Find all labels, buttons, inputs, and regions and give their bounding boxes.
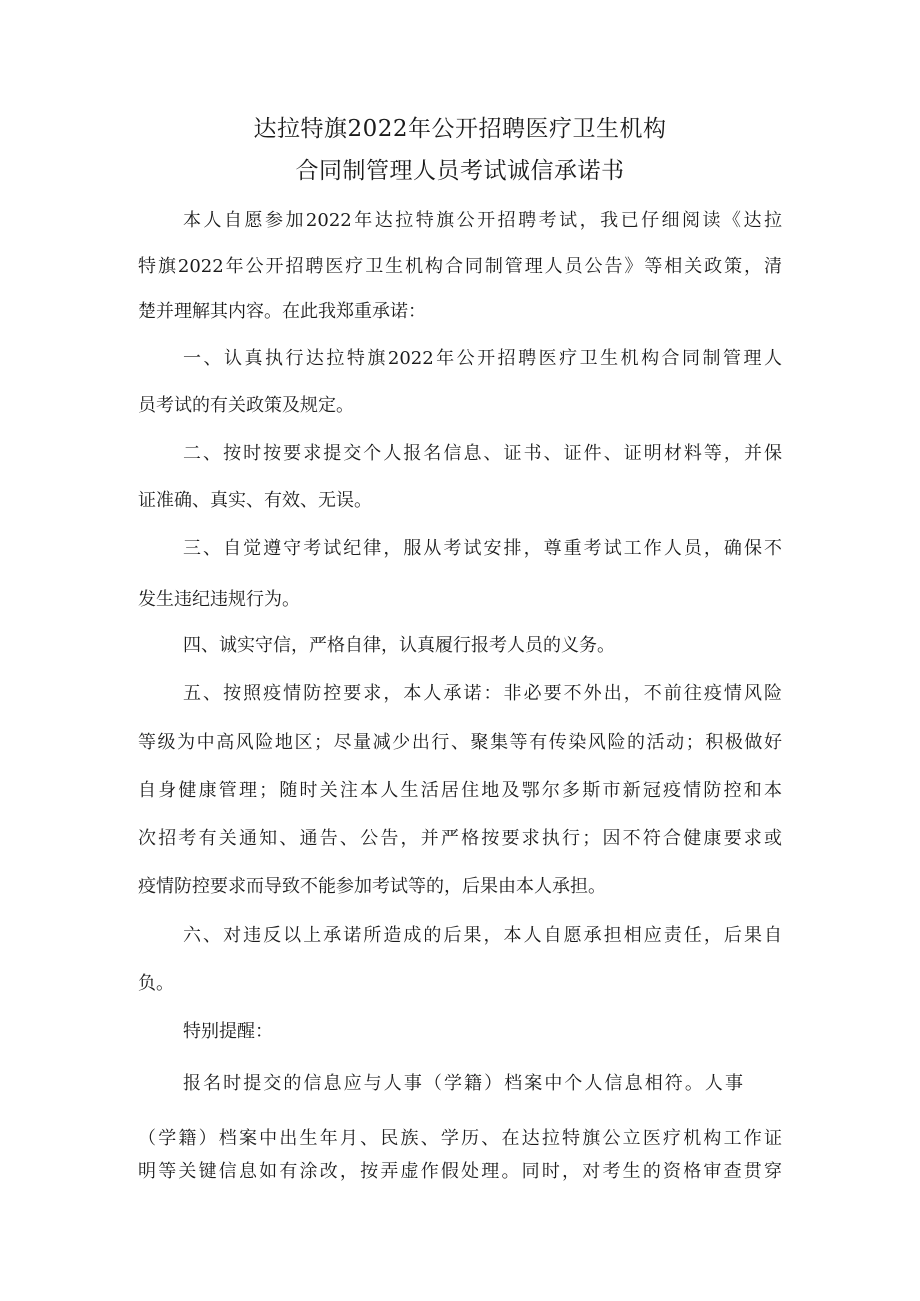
paragraph-line: 负。: [138, 973, 174, 994]
paragraph-line: 等级为中高风险地区；尽量减少出行、聚集等有传染风险的活动；积极做好: [138, 732, 782, 753]
paragraph-line: 次招考有关通知、通告、公告，并严格按要求执行；因不符合健康要求或: [138, 828, 782, 849]
paragraph-line: 证准确、真实、有效、无误。: [138, 490, 372, 511]
paragraph-line: 明等关键信息如有涂改，按弄虚作假处理。同时，对考生的资格审查贯穿: [138, 1161, 782, 1182]
document-title-line-2: 合同制管理人员考试诚信承诺书: [295, 158, 625, 184]
paragraph-line: 六、对违反以上承诺所造成的后果，本人自愿承担相应责任，后果自: [183, 925, 782, 946]
paragraph-line: 员考试的有关政策及规定。: [138, 395, 354, 416]
paragraph-line: 四、诚实守信，严格自律，认真履行报考人员的义务。: [183, 635, 615, 656]
paragraph-line: 二、按时按要求提交个人报名信息、证书、证件、证明材料等，并保: [183, 443, 782, 464]
paragraph-line: 一、认真执行达拉特旗2022年公开招聘医疗卫生机构合同制管理人: [183, 348, 782, 369]
paragraph-line: 本人自愿参加2022年达拉特旗公开招聘考试，我已仔细阅读《达拉: [183, 210, 782, 231]
paragraph-line: 报名时提交的信息应与人事（学籍）档案中个人信息相符。人事: [183, 1073, 743, 1094]
paragraph-line: 发生违纪违规行为。: [138, 589, 300, 610]
paragraph-line: 楚并理解其内容。在此我郑重承诺：: [138, 301, 426, 322]
paragraph-line: 特旗2022年公开招聘医疗卫生机构合同制管理人员公告》等相关政策，清: [138, 256, 782, 277]
reminder-heading: 特别提醒：: [183, 1021, 273, 1042]
document-title-line-1: 达拉特旗2022年公开招聘医疗卫生机构: [253, 116, 667, 142]
paragraph-line: 三、自觉遵守考试纪律，服从考试安排，尊重考试工作人员，确保不: [183, 538, 782, 559]
paragraph-line: 自身健康管理；随时关注本人生活居住地及鄂尔多斯市新冠疫情防控和本: [138, 780, 782, 801]
paragraph-line: 疫情防控要求而导致不能参加考试等的，后果由本人承担。: [138, 876, 606, 897]
paragraph-line: （学籍）档案中出生年月、民族、学历、在达拉特旗公立医疗机构工作证: [138, 1128, 782, 1149]
paragraph-line: 五、按照疫情防控要求，本人承诺：非必要不外出，不前往疫情风险: [183, 683, 782, 704]
